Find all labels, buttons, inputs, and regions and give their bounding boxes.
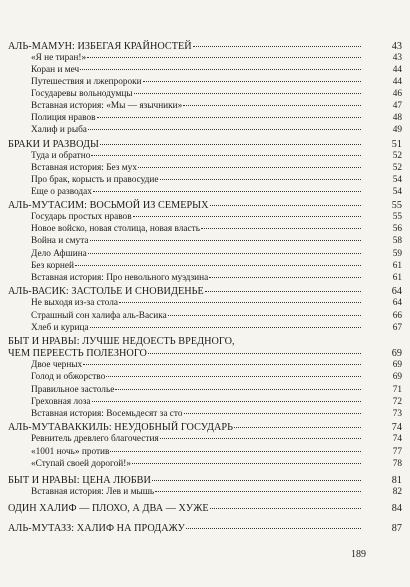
toc-subentry (31, 113, 402, 123)
entry-title: ЧЕМ ПЕРЕЕСТЬ ПОЛЕЗНОГО (8, 348, 147, 359)
dot-leader (236, 341, 361, 342)
toc-subentry (31, 53, 402, 63)
dot-leader (87, 57, 361, 58)
entry-page-number: 46 (392, 89, 402, 99)
dot-leader (110, 451, 361, 452)
entry-page-number: 69 (392, 360, 402, 370)
toc-subentry (31, 212, 402, 222)
dot-leader (90, 327, 361, 328)
entry-page-number: 58 (392, 236, 402, 246)
entry-title: Вставная история: Без мух (31, 163, 137, 173)
entry-page-number: 43 (391, 41, 402, 52)
dot-leader (168, 315, 361, 316)
dot-leader (88, 129, 361, 130)
entry-title: АЛЬ-МАМУН: ИЗБЕГАЯ КРАЙНОСТЕЙ (8, 41, 192, 52)
entry-page-number: 44 (392, 77, 402, 87)
toc-subentry (31, 434, 402, 444)
entry-page-number: 66 (392, 311, 402, 321)
toc-chapter-entry (8, 348, 402, 359)
dot-leader (201, 228, 361, 229)
entry-page-number: 49 (392, 125, 402, 135)
dot-leader (75, 265, 361, 266)
entry-page-number: 61 (392, 261, 402, 271)
entry-page-number: 52 (392, 163, 402, 173)
entry-title: АЛЬ-МУТАСИМ: ВОСЬМОЙ ИЗ СЕМЕРЫХ (8, 200, 209, 211)
entry-page-number: 72 (392, 397, 402, 407)
entry-page-number: 87 (391, 523, 402, 534)
toc-subentry (31, 249, 402, 259)
toc-chapter-entry (8, 523, 402, 534)
dot-leader (93, 191, 361, 192)
toc-chapter-entry (8, 200, 402, 211)
toc-subentry (31, 224, 402, 234)
entry-title: Не выходя из-за стола (31, 298, 119, 308)
entry-title: Дело Афшина (31, 249, 87, 259)
entry-page-number: 67 (392, 323, 402, 333)
dot-leader (90, 240, 361, 241)
entry-title: Греховная лоза (31, 397, 91, 407)
entry-page-number: 81 (391, 475, 402, 486)
entry-title: Полиция нравов (31, 113, 96, 123)
entry-page-number: 43 (392, 53, 402, 63)
entry-title: БЫТ И НРАВЫ: ЦЕНА ЛЮБВИ (8, 475, 151, 486)
entry-title: БЫТ И НРАВЫ: ЛУЧШЕ НЕДОЕСТЬ ВРЕДНОГО, (8, 336, 235, 347)
entry-title: Еще о разводах (31, 187, 92, 197)
toc-subentry (31, 125, 402, 135)
dot-leader (193, 46, 361, 47)
dot-leader (155, 491, 361, 492)
toc-chapter-entry (8, 337, 362, 347)
entry-title: Без корней (31, 261, 74, 271)
toc-subentry (31, 273, 402, 283)
entry-title: ОДИН ХАЛИФ — ПЛОХО, А ДВА — ХУЖЕ (8, 503, 209, 514)
entry-page-number: 78 (392, 459, 402, 469)
dot-leader (92, 401, 361, 402)
dot-leader (97, 117, 361, 118)
entry-title: Страшный сон халифа аль-Васика (31, 311, 167, 321)
entry-title: АЛЬ-МУТАЗЗ: ХАЛИФ НА ПРОДАЖУ (8, 523, 185, 534)
toc-subentry (31, 372, 402, 382)
entry-title: Война и смута (31, 236, 89, 246)
entry-title: Коран и меч (31, 65, 80, 75)
entry-title: Правильное застолье (31, 385, 115, 395)
toc-subentry (31, 261, 402, 271)
toc-subentry (31, 409, 402, 419)
toc-chapter-entry (8, 503, 402, 514)
dot-leader (83, 364, 361, 365)
toc-subentry (31, 163, 402, 173)
entry-title: Хлеб и курица (31, 323, 89, 333)
entry-title: Голод и обжорство (31, 372, 106, 382)
entry-page-number: 48 (392, 113, 402, 123)
entry-page-number: 69 (391, 348, 402, 359)
dot-leader (186, 528, 361, 529)
dot-leader (143, 81, 361, 82)
toc-subentry (31, 65, 402, 75)
toc-subentry (31, 459, 402, 469)
entry-page-number: 64 (392, 298, 402, 308)
entry-page-number: 69 (392, 372, 402, 382)
entry-page-number: 84 (391, 503, 402, 514)
dot-leader (138, 167, 361, 168)
dot-leader (100, 144, 361, 145)
toc-subentry (31, 101, 402, 111)
entry-title: Вставная история: Про невольного муэдзина (31, 273, 209, 283)
dot-leader (205, 291, 361, 292)
entry-title: АЛЬ-МУТАВАККИЛЬ: НЕУДОБНЫЙ ГОСУДАРЬ (8, 422, 234, 433)
dot-leader (152, 480, 361, 481)
toc-subentry (31, 236, 402, 246)
entry-page-number: 52 (392, 151, 402, 161)
entry-title: Туда и обратно (31, 151, 91, 161)
dot-leader (88, 253, 361, 254)
entry-page-number: 74 (392, 434, 402, 444)
entry-page-number: 55 (392, 212, 402, 222)
entry-page-number: 82 (392, 487, 402, 497)
entry-page-number: 54 (392, 187, 402, 197)
entry-page-number: 77 (392, 447, 402, 457)
dot-leader (210, 508, 361, 509)
entry-page-number: 71 (392, 385, 402, 395)
toc-chapter-entry (8, 286, 402, 297)
entry-page-number: 55 (391, 200, 402, 211)
toc-subentry (31, 89, 402, 99)
toc-subentry (31, 151, 402, 161)
dot-leader (148, 353, 361, 354)
dot-leader (132, 463, 361, 464)
entry-page-number: 64 (391, 286, 402, 297)
dot-leader (106, 376, 361, 377)
toc-subentry (31, 311, 402, 321)
entry-title: АЛЬ-ВАСИК: ЗАСТОЛЬЕ И СНОВИДЕНЬЕ (8, 286, 204, 297)
toc-chapter-entry (8, 41, 402, 52)
toc-subentry (31, 447, 402, 457)
toc-subentry (31, 397, 402, 407)
entry-title: Вставная история: «Мы — язычники» (31, 101, 183, 111)
toc-subentry (31, 187, 402, 197)
entry-page-number: 56 (392, 224, 402, 234)
entry-title: Ревнитель древлего благочестия (31, 434, 159, 444)
toc-subentry (31, 487, 402, 497)
dot-leader (115, 389, 361, 390)
toc-subentry (31, 77, 402, 87)
dot-leader (183, 105, 361, 106)
toc-subentry (31, 175, 402, 185)
dot-leader (91, 155, 361, 156)
entry-page-number: 61 (392, 273, 402, 283)
entry-title: БРАКИ И РАЗВОДЫ (8, 139, 99, 150)
toc-chapter-entry (8, 139, 402, 150)
dot-leader (184, 413, 361, 414)
dot-leader (234, 427, 361, 428)
entry-page-number: 54 (392, 175, 402, 185)
entry-title: Про брак, корысть и правосудие (31, 175, 159, 185)
toc-chapter-entry (8, 422, 402, 433)
entry-page-number: 74 (391, 422, 402, 433)
toc-subentry (31, 385, 402, 395)
toc-subentry (31, 323, 402, 333)
entry-page-number: 47 (392, 101, 402, 111)
entry-title: Государевы вольнодумцы (31, 89, 133, 99)
dot-leader (160, 438, 361, 439)
toc-chapter-entry (8, 475, 402, 486)
toc-subentry (31, 298, 402, 308)
entry-page-number: 59 (392, 249, 402, 259)
dot-leader (133, 216, 361, 217)
toc-subentry (31, 360, 402, 370)
entry-title: «Ступай своей дорогой!» (31, 459, 131, 469)
entry-title: Вставная история: Восемьдесят за сто (31, 409, 183, 419)
entry-page-number: 73 (392, 409, 402, 419)
entry-title: Государь простых нравов (31, 212, 132, 222)
entry-page-number: 51 (391, 139, 402, 150)
dot-leader (160, 179, 361, 180)
dot-leader (134, 93, 361, 94)
entry-title: Путешествия и лжепророки (31, 77, 142, 87)
entry-page-number: 44 (392, 65, 402, 75)
page-number: 189 (351, 549, 366, 560)
entry-title: «Я не тиран!» (31, 53, 87, 63)
dot-leader (119, 302, 361, 303)
entry-title: Вставная история: Лев и мышь (31, 487, 155, 497)
entry-title: Двое черных (31, 360, 83, 370)
dot-leader (209, 277, 361, 278)
dot-leader (210, 205, 361, 206)
entry-title: Новое войско, новая столица, новая власть (31, 224, 200, 234)
entry-title: Халиф и рыба (31, 125, 87, 135)
dot-leader (80, 69, 361, 70)
entry-title: «1001 ночь» против (31, 447, 110, 457)
